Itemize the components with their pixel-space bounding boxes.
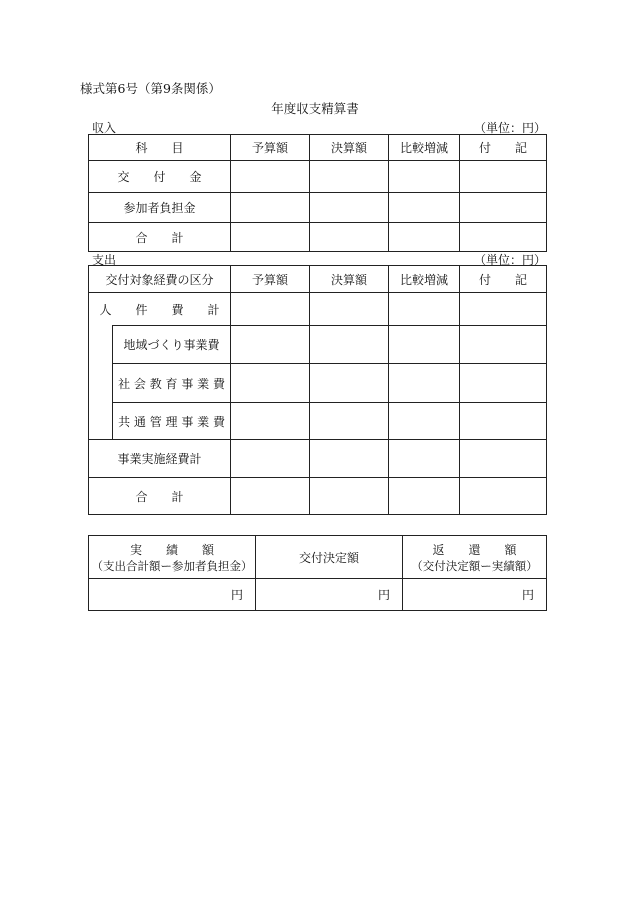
income-section-label: 収入 [92,121,117,135]
expense-cell[interactable] [310,364,389,403]
expense-cell[interactable] [389,293,460,326]
income-cell[interactable] [389,161,460,193]
income-row-label: 合 計 [89,223,231,252]
income-cell[interactable] [460,193,547,223]
refund-amount-formula: （交付決定額ー実績額） [411,558,538,573]
expense-col-settlement: 決算額 [310,266,389,293]
expense-cell[interactable] [310,478,389,515]
income-col-budget: 予算額 [231,135,310,161]
actual-amount-header [89,536,256,579]
expense-cell[interactable] [231,326,310,364]
expense-cell[interactable] [389,326,460,364]
expense-cell[interactable] [460,326,547,364]
expense-section-label: 支出 [92,253,117,267]
income-col-subject: 科 目 [89,135,231,161]
refund-amount-value[interactable]: 円 [403,579,547,611]
expense-cell[interactable] [310,440,389,478]
expense-row-implementation [89,440,547,478]
expense-table [88,265,547,515]
result-header-row [89,536,547,579]
expense-cell[interactable] [231,478,310,515]
form-number-label: 様式第6号（第9条関係） [80,81,221,96]
expense-row-social-education [89,364,547,403]
document-title: 年度収支精算書 [271,101,359,116]
expense-col-budget: 予算額 [231,266,310,293]
income-cell[interactable] [460,223,547,252]
income-cell[interactable] [389,223,460,252]
expense-cell[interactable] [389,478,460,515]
income-cell[interactable] [460,161,547,193]
expense-unit-label: （単位：円） [473,253,546,267]
grant-decision-header: 交付決定額 [256,536,403,579]
income-col-note: 付 記 [460,135,547,161]
income-row-total [89,223,547,252]
income-row-label: 参加者負担金 [89,193,231,223]
expense-row-label: 地域づくり事業費 [113,326,231,364]
indent-spacer [89,403,113,440]
expense-cell[interactable] [310,326,389,364]
income-cell[interactable] [231,161,310,193]
income-table [88,134,547,252]
expense-col-category: 交付対象経費の区分 [89,266,231,293]
expense-cell[interactable] [460,440,547,478]
expense-row-label: 事業実施経費計 [89,440,231,478]
expense-row-total [89,478,547,515]
income-row-label: 交 付 金 [89,161,231,193]
income-cell[interactable] [231,223,310,252]
expense-cell[interactable] [310,403,389,440]
expense-cell[interactable] [389,364,460,403]
expense-cell[interactable] [460,293,547,326]
expense-cell[interactable] [460,364,547,403]
expense-cell[interactable] [460,403,547,440]
income-row-participant-fee [89,193,547,223]
refund-amount-header [403,536,547,579]
expense-cell[interactable] [310,293,389,326]
expense-row-common-management [89,403,547,440]
expense-row-personnel [89,293,547,326]
expense-cell[interactable] [460,478,547,515]
expense-row-label: 共 通 管 理 事 業 費 [113,403,231,440]
refund-amount-title: 返 還 額 [432,542,517,557]
expense-cell[interactable] [389,403,460,440]
grant-decision-value[interactable]: 円 [256,579,403,611]
expense-cell[interactable] [231,364,310,403]
indent-spacer [89,364,113,403]
income-cell[interactable] [310,161,389,193]
actual-amount-formula: （支出合計額ー参加者負担金） [91,558,253,573]
expense-row-label: 社 会 教 育 事 業 費 [113,364,231,403]
income-col-settlement: 決算額 [310,135,389,161]
result-table [88,535,547,611]
income-cell[interactable] [389,193,460,223]
expense-row-community [89,326,547,364]
expense-row-label: 人 件 費 計 [89,293,231,326]
income-col-difference: 比較増減 [389,135,460,161]
expense-cell[interactable] [389,440,460,478]
income-cell[interactable] [310,223,389,252]
income-unit-label: （単位：円） [473,121,546,135]
result-value-row [89,579,547,611]
indent-spacer [89,326,113,364]
expense-col-difference: 比較増減 [389,266,460,293]
income-cell[interactable] [231,193,310,223]
expense-cell[interactable] [231,440,310,478]
income-header-row [89,135,547,161]
expense-col-note: 付 記 [460,266,547,293]
income-cell[interactable] [310,193,389,223]
expense-header-row [89,266,547,293]
income-row-grant [89,161,547,193]
expense-row-label: 合 計 [89,478,231,515]
expense-cell[interactable] [231,293,310,326]
actual-amount-title: 実 績 額 [129,542,214,557]
expense-cell[interactable] [231,403,310,440]
actual-amount-value[interactable]: 円 [89,579,256,611]
